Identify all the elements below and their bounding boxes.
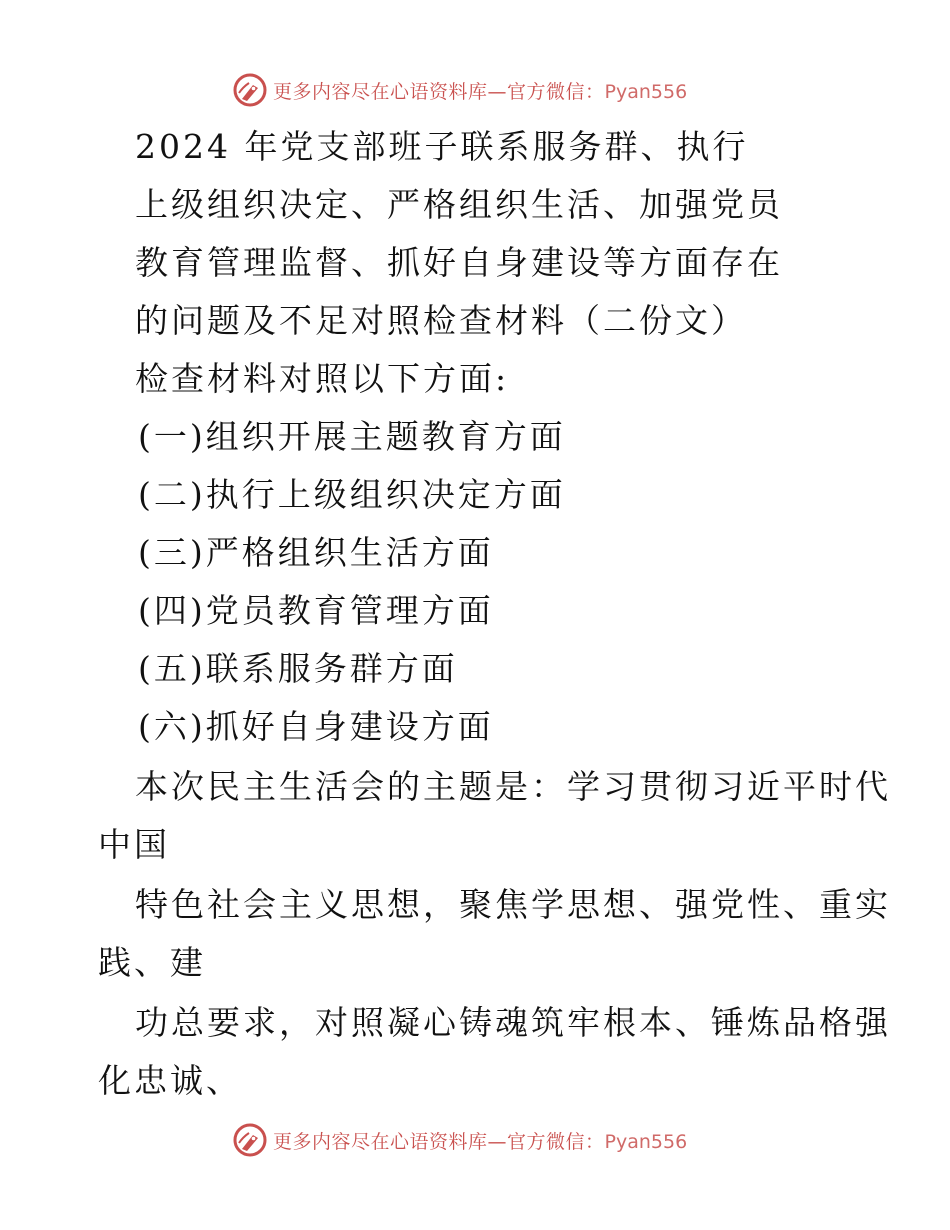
watermark-header <box>233 72 687 108</box>
list-item-2: (二)执行上级组织决定方面 <box>138 475 566 514</box>
list-item-4: (四)党员教育管理方面 <box>138 591 494 630</box>
watermark-text: 更多内容尽在心语资料库—官方微信：Pyan556 <box>273 80 688 103</box>
body-line-4: 践、建 <box>98 943 206 982</box>
list-item-1: (一)组织开展主题教育方面 <box>138 417 566 456</box>
watermark-footer <box>233 1122 687 1158</box>
pen-nib-logo-icon <box>233 1123 267 1157</box>
body-line-1: 本次民主生活会的主题是：学习贯彻习近平时代 <box>135 767 891 806</box>
title-line-4: 的问题及不足对照检查材料（二份文） <box>135 301 747 340</box>
watermark-id: Pyan556 <box>604 80 688 103</box>
pen-nib-logo-icon <box>233 73 267 107</box>
intro-line: 检查材料对照以下方面: <box>135 359 510 398</box>
body-line-5: 功总要求，对照凝心铸魂筑牢根本、锤炼品格强 <box>135 1003 891 1042</box>
list-item-3: (三)严格组织生活方面 <box>138 533 494 572</box>
list-item-6: (六)抓好自身建设方面 <box>138 707 494 746</box>
list-item-5: (五)联系服务群方面 <box>138 649 458 688</box>
body-line-2: 中国 <box>98 825 170 864</box>
title-line-3: 教育管理监督、抓好自身建设等方面存在 <box>135 243 783 282</box>
body-line-3: 特色社会主义思想，聚焦学思想、强党性、重实 <box>135 885 891 924</box>
body-line-6: 化忠诚、 <box>98 1061 242 1100</box>
watermark-text: 更多内容尽在心语资料库—官方微信：Pyan556 <box>273 1130 688 1153</box>
watermark-id: Pyan556 <box>604 1130 688 1153</box>
title-line-1: 2024 年党支部班子联系服务群、执行 <box>135 127 749 166</box>
title-line-2: 上级组织决定、严格组织生活、加强党员 <box>135 185 783 224</box>
